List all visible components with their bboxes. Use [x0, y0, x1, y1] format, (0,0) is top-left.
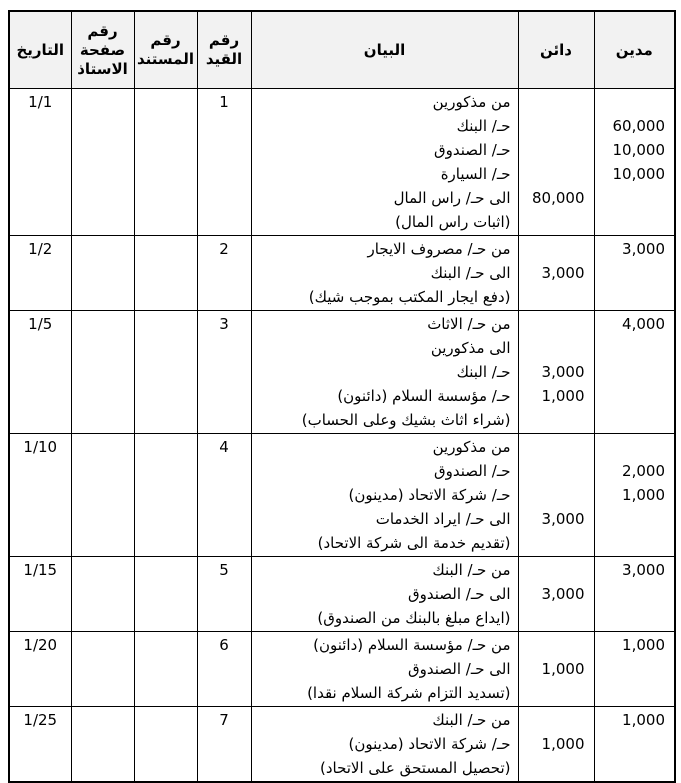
column-header-entry_no	[197, 11, 251, 89]
debit-cell	[594, 434, 675, 557]
credit-amount: 3,000	[541, 585, 585, 603]
description-line: حـ/ الصندوق	[433, 141, 511, 159]
description-line: الى حـ/ راس المال	[393, 189, 511, 207]
debit-amount: 1,000	[622, 711, 665, 729]
description-line: الى حـ/ الصندوق	[407, 660, 511, 678]
entry-no-cell	[197, 89, 251, 236]
debit-cell	[594, 632, 675, 707]
credit-cell	[518, 311, 594, 434]
description-line: حـ/ البنك	[456, 117, 511, 135]
credit-amount	[519, 210, 594, 234]
credit-cell	[518, 707, 594, 783]
debit-amount	[595, 408, 675, 432]
credit-amount: 1,000	[541, 387, 585, 405]
credit-cell	[518, 557, 594, 632]
description-cell	[251, 557, 518, 632]
credit-amount	[519, 708, 594, 732]
entry-date: 1/2	[28, 240, 53, 258]
credit-amount	[519, 285, 594, 309]
journal-entry-row	[9, 236, 675, 311]
entry-number: 2	[219, 240, 229, 258]
debit-amount: 2,000	[622, 462, 665, 480]
debit-amount	[595, 531, 675, 555]
date-cell	[9, 311, 71, 434]
document-no-cell	[134, 311, 197, 434]
date-cell	[9, 557, 71, 632]
column-header-debit	[594, 11, 675, 89]
description-line: من حـ/ مصروف الايجار	[367, 240, 511, 258]
credit-amount	[519, 558, 594, 582]
date-cell	[9, 707, 71, 783]
credit-amount	[519, 237, 594, 261]
column-header-label: دائن	[540, 40, 572, 59]
column-header-label: البيان	[363, 40, 406, 59]
description-line: حـ/ البنك	[456, 363, 511, 381]
description-cell	[251, 632, 518, 707]
entry-date: 1/1	[28, 93, 53, 111]
ledger-page-cell	[71, 557, 134, 632]
debit-amount: 10,000	[612, 165, 665, 183]
description-line: حـ/ شركة الاتحاد (مدينون)	[348, 735, 511, 753]
entry-no-cell	[197, 311, 251, 434]
debit-cell	[594, 89, 675, 236]
entry-no-cell	[197, 434, 251, 557]
entry-number: 4	[219, 438, 229, 456]
description-line: (شراء اثاث بشيك وعلى الحساب)	[301, 411, 511, 429]
ledger-page-cell	[71, 632, 134, 707]
credit-cell	[518, 632, 594, 707]
column-header-label: رقم المستند	[136, 31, 194, 68]
description-cell	[251, 236, 518, 311]
journal-entry-row	[9, 632, 675, 707]
credit-amount	[519, 312, 594, 336]
debit-amount	[595, 681, 675, 705]
entry-number: 7	[219, 711, 229, 729]
description-line: من مذكورين	[432, 93, 511, 111]
credit-amount: 3,000	[541, 510, 585, 528]
debit-amount	[595, 756, 675, 780]
journal-entry-row	[9, 311, 675, 434]
credit-amount: 1,000	[541, 735, 585, 753]
debit-amount: 10,000	[612, 141, 665, 159]
ledger-page-cell	[71, 707, 134, 783]
credit-cell	[518, 236, 594, 311]
entry-no-cell	[197, 707, 251, 783]
description-line: (تسديد التزام شركة السلام نقدا)	[307, 684, 511, 702]
column-header-label: رقم صفحة الاستاذ	[77, 21, 128, 78]
description-line: من حـ/ البنك	[432, 711, 511, 729]
debit-amount	[595, 732, 675, 756]
document-no-cell	[134, 236, 197, 311]
header-row	[9, 11, 675, 89]
date-cell	[9, 89, 71, 236]
credit-amount	[519, 162, 594, 186]
credit-amount	[519, 633, 594, 657]
description-line: حـ/ السيارة	[440, 165, 511, 183]
description-line: حـ/ شركة الاتحاد (مدينون)	[348, 486, 511, 504]
column-header-label: التاريخ	[16, 40, 65, 59]
description-line: من حـ/ الاثاث	[427, 315, 511, 333]
debit-amount: 4,000	[622, 315, 665, 333]
document-no-cell	[134, 89, 197, 236]
credit-amount: 3,000	[541, 264, 585, 282]
entry-date: 1/10	[23, 438, 58, 456]
column-header-label: مدين	[615, 40, 653, 59]
debit-amount	[595, 606, 675, 630]
entry-number: 5	[219, 561, 229, 579]
entry-date: 1/20	[23, 636, 58, 654]
credit-amount: 1,000	[541, 660, 585, 678]
description-line: من حـ/ البنك	[432, 561, 511, 579]
entry-no-cell	[197, 632, 251, 707]
date-cell	[9, 236, 71, 311]
debit-amount: 3,000	[622, 240, 665, 258]
credit-amount	[519, 531, 594, 555]
document-no-cell	[134, 557, 197, 632]
document-no-cell	[134, 434, 197, 557]
column-header-description	[251, 11, 518, 89]
description-line: الى حـ/ البنك	[430, 264, 511, 282]
debit-amount	[595, 261, 675, 285]
debit-amount	[595, 384, 675, 408]
document-no-cell	[134, 707, 197, 783]
debit-amount	[595, 360, 675, 384]
debit-amount	[595, 285, 675, 309]
credit-cell	[518, 434, 594, 557]
credit-amount	[519, 606, 594, 630]
description-line: الى حـ/ ايراد الخدمات	[375, 510, 511, 528]
credit-amount: 80,000	[532, 189, 585, 207]
debit-amount	[595, 186, 675, 210]
debit-cell	[594, 236, 675, 311]
description-cell	[251, 89, 518, 236]
description-cell	[251, 311, 518, 434]
debit-amount	[595, 435, 675, 459]
entry-no-cell	[197, 557, 251, 632]
description-line: (تقديم خدمة الى شركة الاتحاد)	[317, 534, 511, 552]
entry-date: 1/5	[28, 315, 53, 333]
ledger-page-cell	[71, 434, 134, 557]
entry-date: 1/25	[23, 711, 58, 729]
description-line: حـ/ الصندوق	[433, 462, 511, 480]
credit-amount	[519, 114, 594, 138]
credit-amount	[519, 435, 594, 459]
debit-amount	[595, 210, 675, 234]
description-line: حـ/ مؤسسة السلام (دائنون)	[337, 387, 511, 405]
journal-entry-row	[9, 89, 675, 236]
date-cell	[9, 434, 71, 557]
credit-amount	[519, 90, 594, 114]
debit-amount	[595, 507, 675, 531]
debit-amount: 60,000	[612, 117, 665, 135]
credit-amount	[519, 483, 594, 507]
description-line: الى مذكورين	[430, 339, 511, 357]
journal-entry-row	[9, 434, 675, 557]
credit-cell	[518, 89, 594, 236]
ledger-page-cell	[71, 236, 134, 311]
description-cell	[251, 707, 518, 783]
journal-entry-row	[9, 557, 675, 632]
debit-amount	[595, 336, 675, 360]
credit-amount	[519, 756, 594, 780]
debit-amount	[595, 90, 675, 114]
credit-amount	[519, 681, 594, 705]
journal-body	[9, 89, 675, 783]
ledger-page-cell	[71, 89, 134, 236]
debit-amount: 3,000	[622, 561, 665, 579]
column-header-date	[9, 11, 71, 89]
entry-no-cell	[197, 236, 251, 311]
debit-amount: 1,000	[622, 636, 665, 654]
document-no-cell	[134, 632, 197, 707]
credit-amount	[519, 459, 594, 483]
debit-cell	[594, 707, 675, 783]
description-line: (دفع ايجار المكتب بموجب شيك)	[308, 288, 511, 306]
date-cell	[9, 632, 71, 707]
entry-number: 6	[219, 636, 229, 654]
journal-entry-row	[9, 707, 675, 783]
column-header-document_no	[134, 11, 197, 89]
description-cell	[251, 434, 518, 557]
column-header-credit	[518, 11, 594, 89]
description-line: (اثبات راس المال)	[395, 213, 511, 231]
debit-amount: 1,000	[622, 486, 665, 504]
description-line: (ايداع مبلغ بالبنك من الصندوق)	[317, 609, 511, 627]
description-line: من حـ/ مؤسسة السلام (دائنون)	[313, 636, 511, 654]
credit-amount	[519, 138, 594, 162]
journal-table	[8, 10, 676, 783]
description-line: من مذكورين	[432, 438, 511, 456]
debit-cell	[594, 557, 675, 632]
credit-amount: 3,000	[541, 363, 585, 381]
entry-date: 1/15	[23, 561, 58, 579]
debit-amount	[595, 657, 675, 681]
column-header-ledger_page_no	[71, 11, 134, 89]
credit-amount	[519, 408, 594, 432]
description-line: الى حـ/ الصندوق	[407, 585, 511, 603]
column-header-label: رقم القيد	[205, 31, 243, 68]
description-line: (تحصيل المستحق على الاتحاد)	[319, 759, 511, 777]
credit-amount	[519, 336, 594, 360]
entry-number: 3	[219, 315, 229, 333]
debit-cell	[594, 311, 675, 434]
entry-number: 1	[219, 93, 229, 111]
debit-amount	[595, 582, 675, 606]
ledger-page-cell	[71, 311, 134, 434]
